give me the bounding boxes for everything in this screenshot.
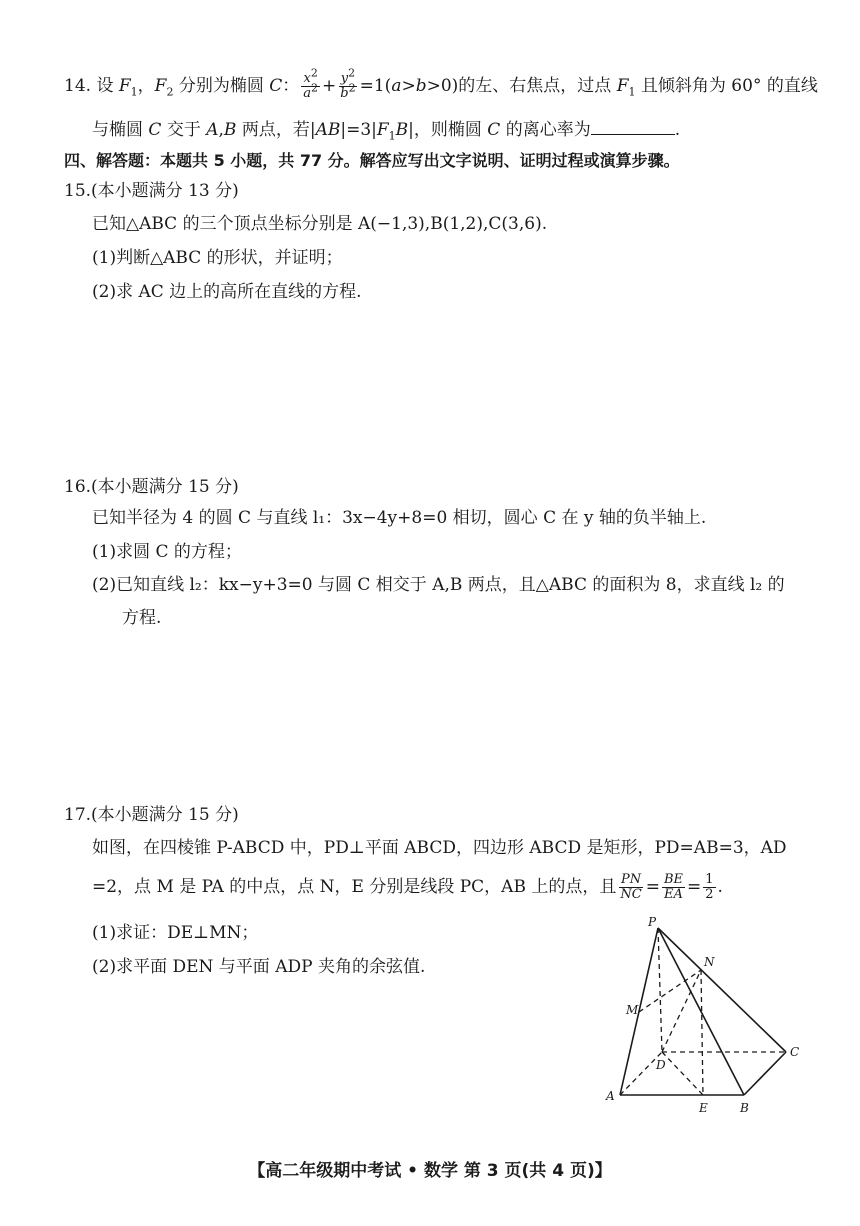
q15-header: 15.(本小题满分 13 分)	[64, 181, 239, 201]
edge-PB	[658, 928, 744, 1095]
q17-stem-line2: =2，点 M 是 PA 的中点，点 N，E 分别是线段 PC，AB 上的点，且 $\frac{PN}{NC}$ = $\frac{BE}{EA}$ = $\frac{1}{2}$ .	[92, 872, 723, 902]
segment-DN	[662, 970, 701, 1052]
answer-blank	[591, 118, 675, 135]
q16-part1: (1)求圆 C 的方程；	[92, 542, 242, 562]
q17-stem-line1: 如图，在四棱锥 P-ABCD 中，PD⊥平面 ABCD，四边形 ABCD 是矩形，PD=AB=3，AD	[92, 838, 787, 858]
label-E: E	[699, 1101, 708, 1115]
q15-part2: (2)求 AC 边上的高所在直线的方程.	[92, 282, 362, 302]
q15-stem: 已知△ABC 的三个顶点坐标分别是 A(−1,3),B(1,2),C(3,6).	[92, 214, 548, 234]
edge-BC	[744, 1052, 786, 1095]
q15-part1: (1)判断△ABC 的形状，并证明；	[92, 248, 343, 268]
label-D: D	[656, 1058, 666, 1072]
q14-line1: 14. 设 $F_1$，$F_2$ 分别为椭圆 C： $\frac{x^2}{a^2}$ + $\frac{y^2}{b^2}$ =1(a>b>0)的左、右焦点，过点 $F_1$ 且倾斜角为 60° 的直线	[64, 66, 818, 101]
q16-stem: 已知半径为 4 的圆 C 与直线 l₁：3x−4y+8=0 相切，圆心 C 在 y 轴的负半轴上.	[92, 508, 707, 528]
edge-PD	[658, 928, 662, 1052]
segment-NE	[701, 970, 703, 1095]
label-C: C	[790, 1045, 800, 1059]
edge-PC	[658, 928, 786, 1052]
section-4-heading: 四、解答题：本题共 5 小题，共 77 分。解答应写出文字说明、证明过程或演算步骤。	[64, 151, 680, 170]
label-P: P	[648, 915, 657, 929]
q17-part1: (1)求证：DE⊥MN；	[92, 923, 259, 943]
q17-header: 17.(本小题满分 15 分)	[64, 805, 239, 825]
segment-DE	[662, 1052, 703, 1095]
q16-header: 16.(本小题满分 15 分)	[64, 477, 239, 497]
q14-line2: 与椭圆 C 交于 A,B 两点，若$|AB|=3|F_1B|$，则椭圆 C 的离心率为 .	[92, 120, 681, 143]
label-B: B	[740, 1101, 749, 1115]
label-A: A	[606, 1089, 615, 1103]
q17-part2: (2)求平面 DEN 与平面 ADP 夹角的余弦值.	[92, 957, 426, 977]
label-M: M	[626, 1003, 639, 1017]
page-footer: 【高二年级期中考试 • 数学 第 3 页(共 4 页)】	[248, 1161, 612, 1181]
q16-part2: (2)已知直线 l₂：kx−y+3=0 与圆 C 相交于 A,B 两点，且△ABC 的面积为 8，求直线 l₂ 的	[92, 575, 785, 595]
pyramid-figure	[596, 912, 816, 1122]
label-N: N	[704, 955, 715, 969]
q16-part2-cont: 方程.	[122, 608, 162, 628]
